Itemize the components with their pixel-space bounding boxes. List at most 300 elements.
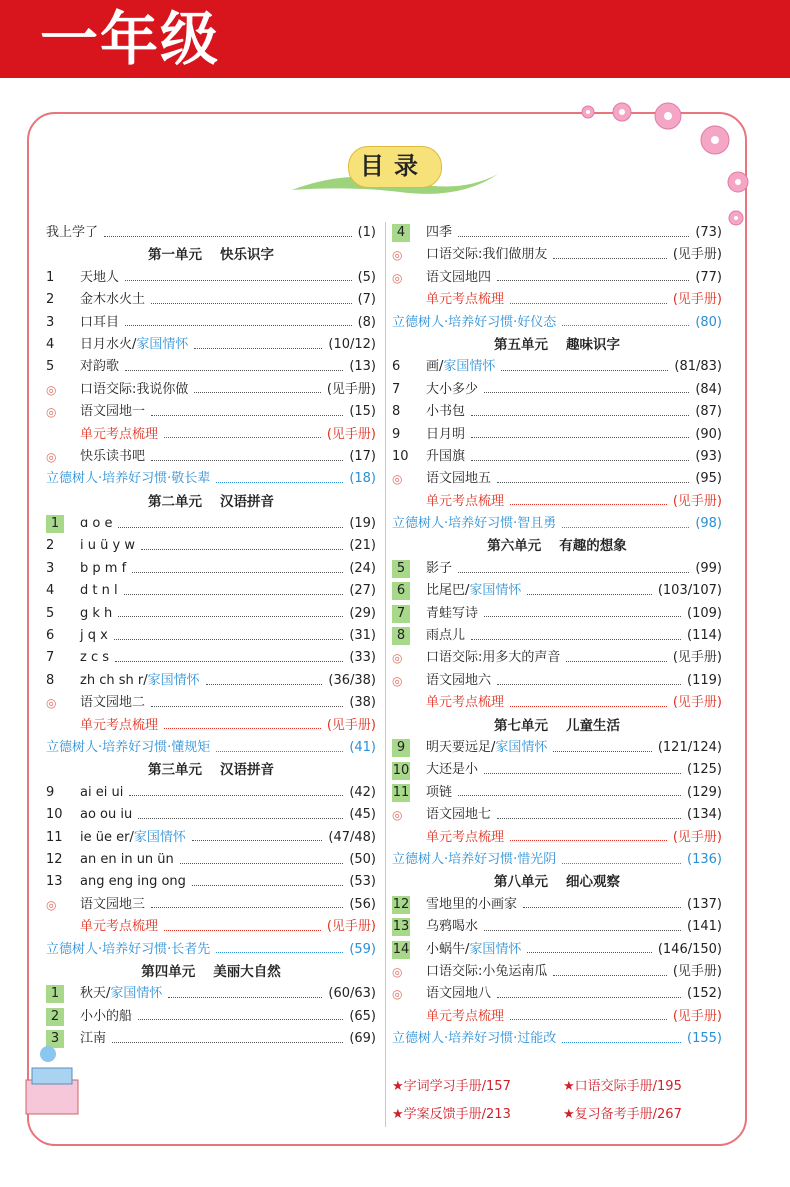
unit-theme: 细心观察	[566, 874, 620, 891]
toc-entry	[46, 334, 376, 356]
page-number: (33)	[349, 650, 376, 666]
entry-title: 小书包	[426, 404, 466, 420]
habit-entry	[392, 849, 722, 871]
page-number: (见手册)	[672, 829, 722, 845]
dot-leader	[125, 325, 352, 326]
entry-title: ao ou iu	[80, 807, 133, 823]
circle-icon: ◎	[392, 472, 403, 487]
dot-leader	[471, 460, 689, 461]
page-number: (99)	[695, 560, 722, 576]
lesson-number-badge: 3	[46, 1030, 64, 1048]
lesson-number-badge: 1	[46, 515, 64, 533]
review-entry	[392, 692, 722, 714]
entry-title: 对韵歌	[80, 359, 120, 375]
dot-leader	[484, 616, 681, 617]
page-number: (152)	[687, 986, 722, 1002]
toc-entry	[392, 446, 722, 468]
entry-category: 家国情怀	[469, 941, 522, 957]
entry-title: i u ü y w	[80, 538, 135, 554]
entry-title: 立德树人·培养好习惯·敬长辈	[46, 471, 211, 487]
page-number: (见手册)	[672, 650, 722, 666]
unit-heading	[46, 244, 376, 266]
unit-theme: 快乐识字	[220, 247, 274, 264]
entry-title: 语文园地一	[80, 404, 146, 420]
entry-title: zh ch sh r/	[80, 672, 148, 688]
circle-icon: ◎	[392, 270, 403, 285]
lesson-number: 2	[46, 538, 55, 554]
unit-theme: 汉语拼音	[220, 493, 274, 510]
dot-leader	[510, 504, 667, 505]
entry-category: 家国情怀	[495, 739, 548, 755]
toc-entry	[392, 267, 722, 289]
toc-entry	[392, 625, 722, 647]
unit-heading	[46, 961, 376, 983]
entry-title: 口语交际:我说你做	[80, 381, 189, 397]
dot-leader	[151, 460, 343, 461]
unit-label: 第六单元	[487, 538, 542, 555]
entry-title: 项链	[426, 784, 453, 800]
unit-theme: 美丽大自然	[213, 963, 281, 980]
toc-entry	[392, 379, 722, 401]
toc-entry	[392, 804, 722, 826]
dot-leader	[118, 527, 343, 528]
footer-link-4: ★复习备考手册/267	[563, 1107, 682, 1122]
review-entry	[46, 715, 376, 737]
dot-leader	[206, 684, 323, 685]
entry-title: ang eng ing ong	[80, 874, 186, 890]
dot-leader	[216, 751, 343, 752]
dot-leader	[151, 706, 343, 707]
dot-leader	[112, 1042, 343, 1043]
page-number: (137)	[687, 896, 722, 912]
page-number: (见手册)	[672, 963, 722, 979]
circle-icon: ◎	[392, 808, 403, 823]
toc-entry	[46, 356, 376, 378]
page-number: (60/63)	[328, 986, 376, 1002]
entry-title: z c s	[80, 650, 110, 666]
page-number: (93)	[695, 448, 722, 464]
dot-leader	[114, 639, 343, 640]
footer-link-2: ★口语交际手册/195	[563, 1079, 682, 1094]
page-number: (17)	[349, 448, 376, 464]
review-entry	[392, 491, 722, 513]
dot-leader	[151, 415, 343, 416]
lesson-number: 11	[46, 829, 63, 845]
dot-leader	[497, 280, 689, 281]
entry-title: b p m f	[80, 560, 127, 576]
page-number: (81/83)	[674, 359, 722, 375]
unit-heading	[392, 715, 722, 737]
entry-title: an en in un ün	[80, 851, 174, 867]
dot-leader	[471, 639, 681, 640]
unit-label: 第三单元	[148, 762, 202, 779]
page-number: (31)	[349, 628, 376, 644]
dot-leader	[192, 885, 343, 886]
toc-entry	[392, 647, 722, 669]
entry-title: 口耳目	[80, 314, 120, 330]
entry-title: 单元考点梳理	[426, 829, 505, 845]
dot-leader	[562, 325, 689, 326]
unit-label: 第四单元	[141, 963, 196, 980]
entry-title: 语文园地八	[426, 986, 492, 1002]
entry-title: 语文园地五	[426, 471, 492, 487]
page-number: (见手册)	[672, 695, 722, 711]
lesson-number-badge: 7	[392, 605, 410, 623]
entry-title: 立德树人·培养好习惯·长者先	[46, 941, 211, 957]
page-number: (18)	[349, 471, 376, 487]
entry-category: 家国情怀	[133, 829, 186, 845]
toc-entry	[46, 983, 376, 1005]
toc-entry	[46, 222, 376, 244]
entry-title: ai ei ui	[80, 784, 124, 800]
lesson-number: 6	[392, 359, 401, 375]
dot-leader	[151, 303, 352, 304]
circle-icon: ◎	[46, 405, 57, 420]
book-icon	[18, 1040, 88, 1120]
dot-leader	[562, 1042, 681, 1043]
entry-title: 天地人	[80, 269, 120, 285]
dot-leader	[510, 840, 667, 841]
page-number: (见手册)	[326, 919, 376, 935]
toc-entry	[46, 513, 376, 535]
habit-entry	[392, 1028, 722, 1050]
heading-title: 目录	[360, 152, 428, 180]
dot-leader	[497, 997, 681, 998]
page-number: (19)	[349, 516, 376, 532]
entry-title: 影子	[426, 560, 453, 576]
page-number: (80)	[695, 314, 722, 330]
page-number: (41)	[349, 739, 376, 755]
toc-entry	[46, 379, 376, 401]
page-number: (103/107)	[657, 583, 722, 599]
unit-label: 第二单元	[148, 493, 202, 510]
lesson-number-badge: 13	[392, 919, 410, 935]
circle-icon: ◎	[392, 248, 403, 263]
dot-leader	[168, 997, 322, 998]
dot-leader	[523, 907, 681, 908]
toc-entry	[392, 603, 722, 625]
entry-title: 口语交际:我们做朋友	[426, 247, 548, 263]
page-number: (见手册)	[672, 493, 722, 509]
page-number: (7)	[357, 292, 376, 308]
toc-entry	[46, 670, 376, 692]
page-number: (见手册)	[672, 292, 722, 308]
entry-title: 口语交际:小兔运南瓜	[426, 963, 548, 979]
lesson-number-badge: 1	[46, 985, 64, 1003]
column-divider	[385, 222, 386, 1127]
dot-leader	[510, 303, 667, 304]
dot-leader	[510, 1019, 667, 1020]
toc-entry	[392, 356, 722, 378]
unit-heading	[46, 759, 376, 781]
lesson-number: 8	[392, 404, 401, 420]
unit-theme: 汉语拼音	[220, 762, 274, 779]
toc-entry	[46, 849, 376, 871]
page-number: (24)	[349, 560, 376, 576]
habit-entry	[46, 737, 376, 759]
entry-category: 家国情怀	[136, 336, 189, 352]
toc-entry	[392, 983, 722, 1005]
entry-title: 立德树人·培养好习惯·智且勇	[392, 516, 557, 532]
unit-label: 第七单元	[494, 717, 548, 734]
entry-title: 江南	[80, 1031, 107, 1047]
page-number: (84)	[695, 381, 722, 397]
toc-entry	[46, 894, 376, 916]
review-entry	[46, 916, 376, 938]
lesson-number-badge: 6	[392, 582, 410, 600]
toc-entry	[46, 782, 376, 804]
toc-entry	[46, 289, 376, 311]
entry-title: 语文园地六	[426, 672, 492, 688]
dot-leader	[484, 392, 689, 393]
dot-leader	[164, 930, 321, 931]
dot-leader	[216, 482, 343, 483]
dot-leader	[138, 1019, 343, 1020]
page-number: (87)	[695, 404, 722, 420]
toc-entry	[46, 625, 376, 647]
lesson-number-badge: 12	[392, 896, 410, 912]
toc-entry	[392, 759, 722, 781]
entry-title: 口语交际:用多大的声音	[426, 650, 561, 666]
circle-icon: ◎	[392, 651, 403, 666]
habit-entry	[392, 513, 722, 535]
dot-leader	[553, 258, 666, 259]
unit-label: 第八单元	[494, 874, 548, 891]
entry-title: j q x	[80, 628, 108, 644]
entry-title: 立德树人·培养好习惯·惜光阴	[392, 851, 557, 867]
toc-entry	[46, 558, 376, 580]
page-number: (69)	[349, 1031, 376, 1047]
page-number: (56)	[349, 896, 376, 912]
entry-title: ɑ o e	[80, 516, 113, 532]
dot-leader	[497, 684, 681, 685]
page-number: (42)	[349, 784, 376, 800]
lesson-number: 1	[46, 269, 55, 285]
toc-entry	[46, 535, 376, 557]
dot-leader	[180, 863, 344, 864]
entry-category: 家国情怀	[469, 583, 522, 599]
entry-title: 单元考点梳理	[426, 695, 505, 711]
review-entry	[392, 827, 722, 849]
lesson-number-badge: 5	[392, 560, 410, 578]
top-banner	[0, 0, 790, 78]
unit-theme: 趣味识字	[566, 336, 620, 353]
page-number: (29)	[349, 605, 376, 621]
page-number: (121/124)	[657, 739, 722, 755]
review-entry	[46, 424, 376, 446]
habit-entry	[46, 468, 376, 490]
dot-leader	[553, 975, 666, 976]
dot-leader	[527, 594, 651, 595]
entry-title: 快乐读书吧	[80, 448, 146, 464]
entry-title: 雨点儿	[426, 628, 466, 644]
page-number: (53)	[349, 874, 376, 890]
page-number: (125)	[687, 762, 722, 778]
toc-entry	[46, 827, 376, 849]
page-number: (8)	[357, 314, 376, 330]
toc-entry	[46, 1006, 376, 1028]
page-number: (155)	[687, 1031, 722, 1047]
entry-title: 语文园地三	[80, 896, 146, 912]
page-number: (95)	[695, 471, 722, 487]
toc-entry	[392, 580, 722, 602]
page-number: (1)	[357, 225, 376, 240]
lesson-number: 5	[46, 605, 55, 621]
entry-title: 单元考点梳理	[426, 292, 505, 308]
lesson-number: 4	[46, 583, 55, 599]
page-number: (90)	[695, 426, 722, 442]
page-number: (见手册)	[672, 1008, 722, 1024]
dot-leader	[118, 616, 343, 617]
page-number: (129)	[687, 784, 722, 800]
lesson-number: 10	[392, 448, 409, 464]
dot-leader	[484, 930, 681, 931]
toc-entry	[392, 244, 722, 266]
entry-category: 家国情怀	[443, 359, 496, 375]
toc-entry	[392, 894, 722, 916]
dot-leader	[125, 280, 352, 281]
page-number: (136)	[687, 851, 722, 867]
dot-leader	[192, 840, 323, 841]
lesson-number: 3	[46, 560, 55, 576]
page-number: (13)	[349, 359, 376, 375]
entry-title: 我上学了	[46, 225, 99, 240]
page-number: (73)	[695, 225, 722, 240]
entry-category: 家国情怀	[110, 986, 163, 1002]
entry-title: 语文园地七	[426, 807, 492, 823]
lesson-number: 8	[46, 672, 55, 688]
page-number: (见手册)	[326, 717, 376, 733]
page-number: (27)	[349, 583, 376, 599]
entry-title: 比尾巴/	[426, 583, 470, 599]
toc-entry	[392, 401, 722, 423]
grade-title: 一年级	[40, 5, 221, 73]
page-number: (10/12)	[328, 336, 376, 352]
flower-decoration-icon	[560, 90, 760, 230]
page-number: (45)	[349, 807, 376, 823]
dot-leader	[164, 437, 321, 438]
dot-leader	[104, 236, 352, 237]
habit-entry	[46, 939, 376, 961]
unit-heading	[46, 491, 376, 513]
lesson-number-badge: 14	[392, 941, 410, 957]
toc-entry	[46, 401, 376, 423]
circle-icon: ◎	[392, 987, 403, 1002]
dot-leader	[194, 392, 320, 393]
entry-title: 单元考点梳理	[80, 919, 159, 935]
dot-leader	[129, 795, 343, 796]
toc-right-column	[392, 222, 722, 1050]
dot-leader	[458, 795, 681, 796]
dot-leader	[562, 863, 681, 864]
dot-leader	[497, 818, 681, 819]
lesson-number: 4	[46, 336, 55, 352]
entry-title: 金木水火土	[80, 292, 146, 308]
page-number: (134)	[687, 807, 722, 823]
lesson-number: 7	[46, 650, 55, 666]
entry-title: 语文园地二	[80, 695, 146, 711]
dot-leader	[115, 661, 343, 662]
lesson-number-badge: 11	[392, 784, 410, 800]
toc-entry	[392, 737, 722, 759]
entry-title: 立德树人·培养好习惯·过能改	[392, 1031, 557, 1047]
dot-leader	[471, 415, 689, 416]
dot-leader	[501, 370, 668, 371]
entry-title: 小蜗牛/	[426, 941, 470, 957]
entry-title: d t n l	[80, 583, 118, 599]
page-number: (77)	[695, 269, 722, 285]
toc-entry	[392, 939, 722, 961]
toc-entry	[392, 558, 722, 580]
entry-title: 立德树人·培养好习惯·懂规矩	[46, 739, 211, 755]
entry-title: 单元考点梳理	[80, 426, 159, 442]
page-number: (141)	[687, 919, 722, 935]
entry-title: 立德树人·培养好习惯·好仪态	[392, 314, 557, 330]
entry-title: 单元考点梳理	[426, 493, 505, 509]
page-number: (50)	[349, 851, 376, 867]
unit-theme: 儿童生活	[566, 717, 620, 734]
toc-entry	[46, 804, 376, 826]
circle-icon: ◎	[46, 897, 57, 912]
dot-leader	[216, 952, 343, 953]
lesson-number-badge: 8	[392, 627, 410, 645]
lesson-number-badge: 2	[46, 1008, 64, 1026]
entry-title: 大小多少	[426, 381, 479, 397]
toc-entry	[46, 603, 376, 625]
unit-heading	[392, 871, 722, 893]
dot-leader	[141, 549, 343, 550]
circle-icon: ◎	[46, 382, 57, 397]
page-number: (109)	[687, 605, 722, 621]
dot-leader	[458, 236, 689, 237]
page-number: (见手册)	[326, 381, 376, 397]
dot-leader	[458, 572, 689, 573]
lesson-number: 10	[46, 807, 63, 823]
page-number: (47/48)	[328, 829, 376, 845]
toc-left-column	[46, 222, 376, 1050]
lesson-number: 13	[46, 874, 63, 890]
dot-leader	[562, 527, 689, 528]
page-number: (98)	[695, 516, 722, 532]
lesson-number: 6	[46, 628, 55, 644]
page-number: (114)	[687, 628, 722, 644]
circle-icon: ◎	[46, 449, 57, 464]
dot-leader	[124, 594, 344, 595]
unit-heading	[392, 334, 722, 356]
lesson-number: 7	[392, 381, 401, 397]
toc-entry	[392, 961, 722, 983]
unit-label: 第五单元	[494, 336, 548, 353]
lesson-number-badge: 9	[392, 739, 410, 757]
unit-heading	[392, 535, 722, 557]
dot-leader	[527, 952, 651, 953]
entry-title: 升国旗	[426, 448, 466, 464]
entry-title: g k h	[80, 605, 113, 621]
toc-entry	[392, 916, 722, 938]
lesson-number: 5	[46, 359, 55, 375]
toc-entry	[392, 782, 722, 804]
lesson-number-badge: 4	[392, 224, 410, 242]
lesson-number: 9	[46, 784, 55, 800]
page-number: (21)	[349, 538, 376, 554]
dot-leader	[151, 907, 343, 908]
toc-entry	[46, 647, 376, 669]
toc-entry	[392, 424, 722, 446]
dot-leader	[566, 661, 666, 662]
toc-entry	[46, 446, 376, 468]
entry-title: 画/	[426, 359, 444, 375]
circle-icon: ◎	[392, 964, 403, 979]
